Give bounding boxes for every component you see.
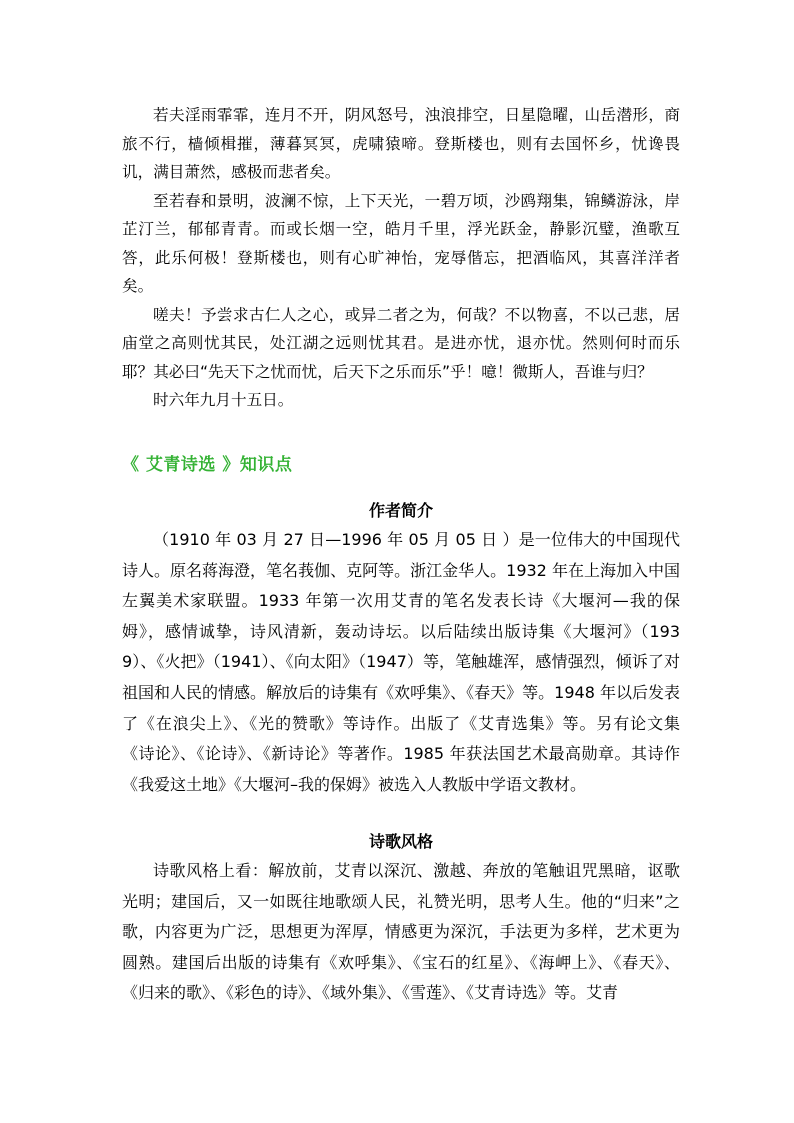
- section-title: 《 艾青诗选 》知识点: [122, 455, 293, 475]
- essay-paragraph: 嗟夫！予尝求古仁人之心，或异二者之为，何哉？不以物喜，不以己悲，居庙堂之高则忧其民，处江湖之远则忧其君。是进亦忧，退亦忧。然则何时而乐耶？其必曰“先天下之忧而忧，后天下之乐而乐”乎！噫！微斯人，吾谁与归？: [122, 305, 680, 381]
- style-heading-wrap: [122, 830, 680, 854]
- style-paragraph: 诗歌风格上看：解放前，艾青以深沉、激越、奔放的笔触诅咒黑暗，讴歌光明；建国后，又一如既往地歌颂人民，礼赞光明，思考人生。他的“归来”之歌，内容更为广泛，思想更为浑厚，情感更为深沉，手法更为多样，艺术更为圆熟。建国后出版的诗集有《欢呼集》、《宝石的红星》、《海岬上》、《春天》、《归来的歌》、《彩色的诗》、《域外集》、《雪莲》、《艾青诗选》等。艾青: [122, 861, 680, 1003]
- essay-date-line: 时六年九月十五日。: [153, 391, 294, 409]
- style-text-wrap: [122, 856, 680, 1009]
- author-heading: 作者简介: [368, 501, 433, 520]
- essay-paragraph: 至若春和景明，波澜不惊，上下天光，一碧万顷，沙鸥翔集，锦鳞游泳，岸芷汀兰，郁郁青青。而或长烟一空，皓月千里，浮光跃金，静影沉璧，渔歌互答，此乐何极！登斯楼也，则有心旷神怡，宠辱偕忘，把酒临风，其喜洋洋者矣。: [122, 191, 680, 295]
- style-heading: 诗歌风格: [368, 832, 433, 851]
- author-heading-wrap: [122, 499, 680, 523]
- section-title-wrap: [122, 453, 680, 477]
- author-paragraph: （1910 年 03 月 27 日—1996 年 05 月 05 日 ）是一位伟大的中国现代诗人。原名蒋海澄，笔名莪伽、克阿等。浙江金华人。1932 年在上海加入中国左翼美术家联盟。1933 年第一次用艾青的笔名发表长诗《大堰河—我的保姆》，感情诚挚，诗风清新，轰动诗坛。以后陆续出版诗集《大堰河》（1939）、《火把》（1941）、《向太阳》（1947）等，笔触雄浑，感情强烈，倾诉了对祖国和人民的情感。解放后的诗集有《欢呼集》、《春天》等。1948 年以后发表了《在浪尖上》、《光的赞歌》等诗作。出版了《艾青选集》等。另有论文集《诗论》、《论诗》、《新诗论》等著作。1985 年获法国艺术最高勋章。其诗作《我爱这土地》《大堰河–我的保姆》被选入人教版中学语文教材。: [122, 530, 680, 794]
- essay-paragraph: 若夫淫雨霏霏，连月不开，阴风怒号，浊浪排空，日星隐曜，山岳潜形，商旅不行，樯倾楫摧，薄暮冥冥，虎啸猿啼。登斯楼也，则有去国怀乡，忧谗畏讥，满目萧然，感极而悲者矣。: [122, 106, 680, 181]
- essay-excerpt: [122, 101, 680, 415]
- author-text-wrap: [122, 525, 680, 800]
